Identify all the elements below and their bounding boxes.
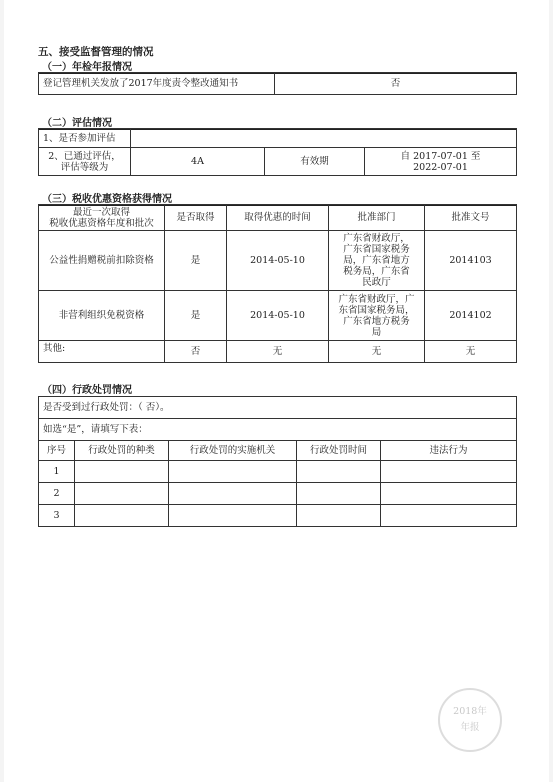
tax-header-doc: 批准文号 [425,205,517,231]
table-row [39,461,517,483]
evaluation-participated-label: 1、是否参加评估 [39,129,131,148]
tax-header-date: 取得优惠的时间 [227,205,329,231]
evaluation-grade-value: 4A [131,148,265,176]
penalty-cell [75,505,169,527]
penalty-cell [381,483,517,505]
penalty-cell [169,483,297,505]
tax-row-doc: 2014103 [425,231,517,291]
tax-preference-table [38,204,517,363]
stamp-line2: 年报 [460,722,480,733]
tax-row-name: 其他: [39,341,165,363]
tax-row-date: 2014-05-10 [227,291,329,341]
table-row [39,291,517,341]
table-row [39,231,517,291]
tax-row-name: 公益性捐赠税前扣除资格 [39,231,165,291]
penalty-header-time: 行政处罚时间 [297,441,381,461]
penalty-note: 如选“是”，请填写下表： [39,419,517,441]
stamp-line1: 2018年 [453,706,487,717]
penalty-cell [297,461,381,483]
penalty-cell [297,483,381,505]
dept-line: 广东省国家税务 [343,244,410,255]
tax-row-dept [329,291,425,341]
dept-line: 东省国家税务局， [338,304,415,316]
penalty-header-type: 行政处罚的种类 [75,441,169,461]
tax-row-doc: 2014102 [425,291,517,341]
evaluation-grade-label-line2: 评估等级为 [60,161,109,173]
evaluation-grade-label-line1: 2、已通过评估， [48,150,121,162]
tax-row-date: 2014-05-10 [227,231,329,291]
tax-row-obtained: 是 [165,231,227,291]
tax-row-dept: 无 [329,341,425,363]
dept-line: 民政厅 [362,277,391,288]
annual-report-stamp [438,688,502,752]
table-row [39,341,517,363]
tax-row-doc: 无 [425,341,517,363]
validity-label: 有效期 [265,148,365,176]
table-row [39,505,517,527]
dept-line: 局，广东省地方 [343,255,410,266]
penalty-row-no: 3 [39,505,75,527]
penalty-header-no: 序号 [39,441,75,461]
rectification-notice-value: 否 [275,73,517,95]
penalty-cell [381,505,517,527]
tax-row-obtained: 否 [165,341,227,363]
annual-check-table [38,72,517,95]
penalty-row-no: 2 [39,483,75,505]
table-row [39,483,517,505]
dept-line: 税务局，广东省 [343,266,410,277]
evaluation-table [38,128,517,176]
tax-header-obtained: 是否取得 [165,205,227,231]
validity-value-line2: 2022-07-01 [413,161,468,173]
dept-line: 广东省财政厅，广 [338,293,415,305]
document-page [4,0,549,782]
tax-row-name: 非营利组织免税资格 [39,291,165,341]
rectification-notice-label: 登记管理机关发放了2017年度责令整改通知书 [39,73,275,95]
tax-header-dept: 批准部门 [329,205,425,231]
penalty-cell [169,461,297,483]
tax-header-year-line2: 税收优惠资格年度和批次 [49,217,154,229]
penalty-cell [169,505,297,527]
dept-line: 广东省财政厅， [343,233,410,244]
validity-value-line1: 自 2017-07-01 至 [400,150,481,162]
penalty-cell [297,505,381,527]
penalty-cell [75,483,169,505]
section-title: 五、接受监督管理的情况 [38,46,154,58]
validity-value [365,148,517,176]
evaluation-grade-label [39,148,131,176]
penalty-cell [381,461,517,483]
tax-header-year [39,205,165,231]
penalty-question: 是否受到过行政处罚：（ 否）。 [39,397,517,419]
subsection-evaluation-title: （二）评估情况 [38,114,516,130]
dept-line: 广东省地方税务 [343,315,410,327]
dept-line: 局 [371,326,382,338]
penalty-cell [75,461,169,483]
tax-row-date: 无 [227,341,329,363]
tax-header-year-line1: 最近一次取得 [72,206,130,218]
penalty-table [38,396,517,527]
evaluation-participated-value [131,129,517,148]
subsection-penalty-title: （四）行政处罚情况 [38,381,516,397]
tax-row-obtained: 是 [165,291,227,341]
penalty-header-violation: 违法行为 [381,441,517,461]
subsection-annual-check-title: （一）年检年报情况 [38,58,516,74]
tax-row-dept [329,231,425,291]
penalty-row-no: 1 [39,461,75,483]
penalty-header-agency: 行政处罚的实施机关 [169,441,297,461]
subsection-tax-title: （三）税收优惠资格获得情况 [38,190,516,206]
